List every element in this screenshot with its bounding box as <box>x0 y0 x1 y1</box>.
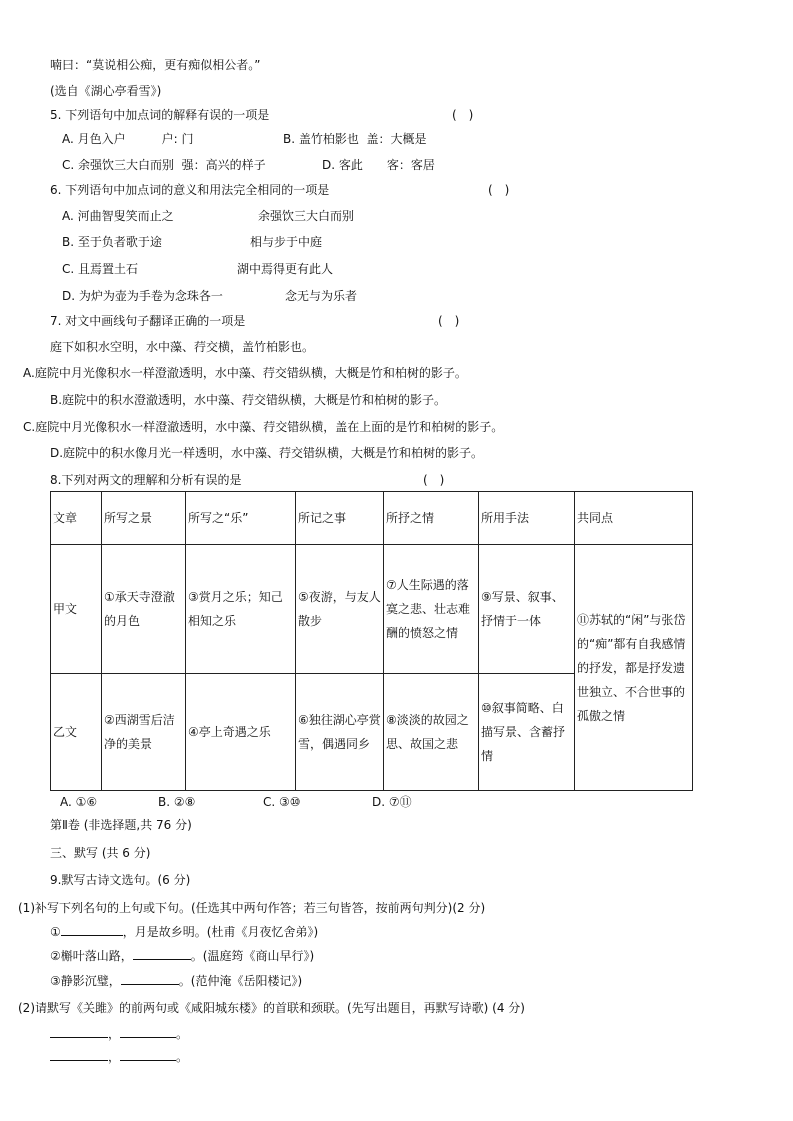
q9-item3 <box>50 974 302 989</box>
header-technique: 所用手法 <box>479 492 575 545</box>
table-cell: ①承天寺澄澈的月色 <box>102 545 186 674</box>
header-joy: 所写之“乐” <box>186 492 296 545</box>
q7-stem: 7. 对文中画线句子翻译正确的一项是 <box>50 314 246 328</box>
table-cell: ⑤夜游，与友人散步 <box>296 545 384 674</box>
table-cell: ⑩叙事简略、白描写景、含蓄抒情 <box>479 674 575 791</box>
q9-item3-blank[interactable] <box>121 984 179 985</box>
table-cell: 乙文 <box>51 674 102 791</box>
table-cell: ⑦人生际遇的落寞之悲、壮志难酬的愤怒之情 <box>384 545 479 674</box>
q7-answer-paren: ( ) <box>438 314 460 328</box>
q8-option-b: B. ②⑧ <box>158 795 196 809</box>
answer-blank[interactable] <box>120 1037 176 1038</box>
q5-stem: 5. 下列语句中加点词的解释有误的一项是 <box>50 108 270 122</box>
q6-option-c-compare: 湖中焉得更有此人 <box>237 262 334 276</box>
table-cell: ②西湖雪后洁净的美景 <box>102 674 186 791</box>
q6-option-a-compare: 余强饮三大白而别 <box>258 209 355 223</box>
q8-option-d: D. ⑦⑪ <box>372 795 412 809</box>
section3-heading: 三、默写 (共 6 分) <box>50 846 151 860</box>
q8-stem: 8.下列对两文的理解和分析有误的是 <box>50 473 242 487</box>
q7-option-a: A.庭院中月光像积水一样澄澈透明，水中藻、荇交错纵横，大概是竹和柏树的影子。 <box>23 366 467 380</box>
q9-item1-text: ，月是故乡明。(杜甫《月夜忆舍弟》) <box>122 925 319 939</box>
q9-item1-blank[interactable] <box>61 935 123 936</box>
q9-stem: 9.默写古诗文选句。(6 分) <box>50 873 191 887</box>
q9-item3-tail: 。(范仲淹《岳阳楼记》) <box>178 974 303 988</box>
header-emotion: 所抒之情 <box>384 492 479 545</box>
q6-option-c: C. 且焉置土石 <box>62 262 139 276</box>
q6-stem: 6. 下列语句中加点词的意义和用法完全相同的一项是 <box>50 183 330 197</box>
table-cell-common: ⑪苏轼的“闲”与张岱的“痴”都有自我感情的抒发，都是抒发遗世独立、不合世事的孤傲之情 <box>575 545 693 791</box>
header-scenery: 所写之景 <box>102 492 186 545</box>
q7-option-c: C.庭院中月光像积水一样澄澈透明，水中藻、荇交错纵横，盖在上面的是竹和柏树的影子。 <box>23 420 504 434</box>
intro-quote: 喃曰：“莫说相公痴，更有痴似相公者。” <box>50 58 261 72</box>
q9-answer-line2 <box>50 1050 188 1065</box>
q9-item1 <box>50 925 318 940</box>
q7-option-d: D.庭院中的积水像月光一样透明，水中藻、荇交错纵横，大概是竹和柏树的影子。 <box>50 446 484 460</box>
answer-blank[interactable] <box>50 1060 108 1061</box>
q8-option-a: A. ①⑥ <box>60 795 98 809</box>
answer-comma: ， <box>108 1050 121 1064</box>
table-cell: ⑧淡淡的故园之思、故国之悲 <box>384 674 479 791</box>
answer-period: 。 <box>176 1027 189 1041</box>
part2-heading: 第Ⅱ卷 (非选择题,共 76 分) <box>50 818 192 832</box>
q6-option-b-compare: 相与步于中庭 <box>250 235 323 249</box>
q9-sub1: (1)补写下列名句的上句或下句。(任选其中两句作答；若三句皆答，按前两句判分)(2 分) <box>18 901 486 915</box>
intro-source: (选自《湖心亭看雪》) <box>50 84 162 98</box>
q9-item2 <box>50 949 314 964</box>
q5-answer-paren: ( ) <box>452 108 474 122</box>
answer-comma: ， <box>108 1027 121 1041</box>
header-events: 所记之事 <box>296 492 384 545</box>
q7-option-b: B.庭院中的积水澄澈透明，水中藻、荇交错纵横，大概是竹和柏树的影子。 <box>50 393 447 407</box>
q6-option-d: D. 为炉为壶为手卷为念珠各一 <box>62 289 223 303</box>
q8-answer-paren: ( ) <box>423 473 445 487</box>
q5-option-a: A. 月色入户 户: 门 <box>62 132 194 146</box>
comparison-table <box>50 491 693 791</box>
q6-option-b: B. 至于负者歌于途 <box>62 235 162 249</box>
q9-item3-text: ③静影沉璧， <box>50 974 121 988</box>
table-header-row <box>51 492 693 545</box>
table-row <box>51 545 693 674</box>
q7-original-sentence: 庭下如积水空明，水中藻、荇交横，盖竹柏影也。 <box>50 340 315 354</box>
table-cell: ③赏月之乐；知己相知之乐 <box>186 545 296 674</box>
header-article: 文章 <box>51 492 102 545</box>
q9-sub2: (2)请默写《关雎》的前两句或《咸阳城东楼》的首联和颈联。(先写出题目，再默写诗歌) (4 分) <box>18 1001 525 1015</box>
header-common: 共同点 <box>575 492 693 545</box>
q5-option-c: C. 余强饮三大白而别 强：高兴的样子 <box>62 158 266 172</box>
q9-item1-number: ① <box>50 925 61 939</box>
q5-option-d: D. 客此 客：客居 <box>322 158 435 172</box>
q9-item2-text: ②槲叶落山路， <box>50 949 133 963</box>
q6-option-d-compare: 念无与为乐者 <box>285 289 358 303</box>
table-cell: 甲文 <box>51 545 102 674</box>
q5-option-b: B. 盖竹柏影也 盖：大概是 <box>283 132 427 146</box>
table-cell: ④亭上奇遇之乐 <box>186 674 296 791</box>
q6-answer-paren: ( ) <box>488 183 510 197</box>
q6-option-a: A. 河曲智叟笑而止之 <box>62 209 174 223</box>
table-cell: ⑨写景、叙事、抒情于一体 <box>479 545 575 674</box>
answer-blank[interactable] <box>50 1037 108 1038</box>
answer-blank[interactable] <box>120 1060 176 1061</box>
q9-answer-line1 <box>50 1027 188 1042</box>
answer-period: 。 <box>176 1050 189 1064</box>
q9-item2-tail: 。(温庭筠《商山早行》) <box>190 949 315 963</box>
q8-option-c: C. ③⑩ <box>263 795 301 809</box>
table-cell: ⑥独往湖心亭赏雪，偶遇同乡 <box>296 674 384 791</box>
q9-item2-blank[interactable] <box>133 959 191 960</box>
